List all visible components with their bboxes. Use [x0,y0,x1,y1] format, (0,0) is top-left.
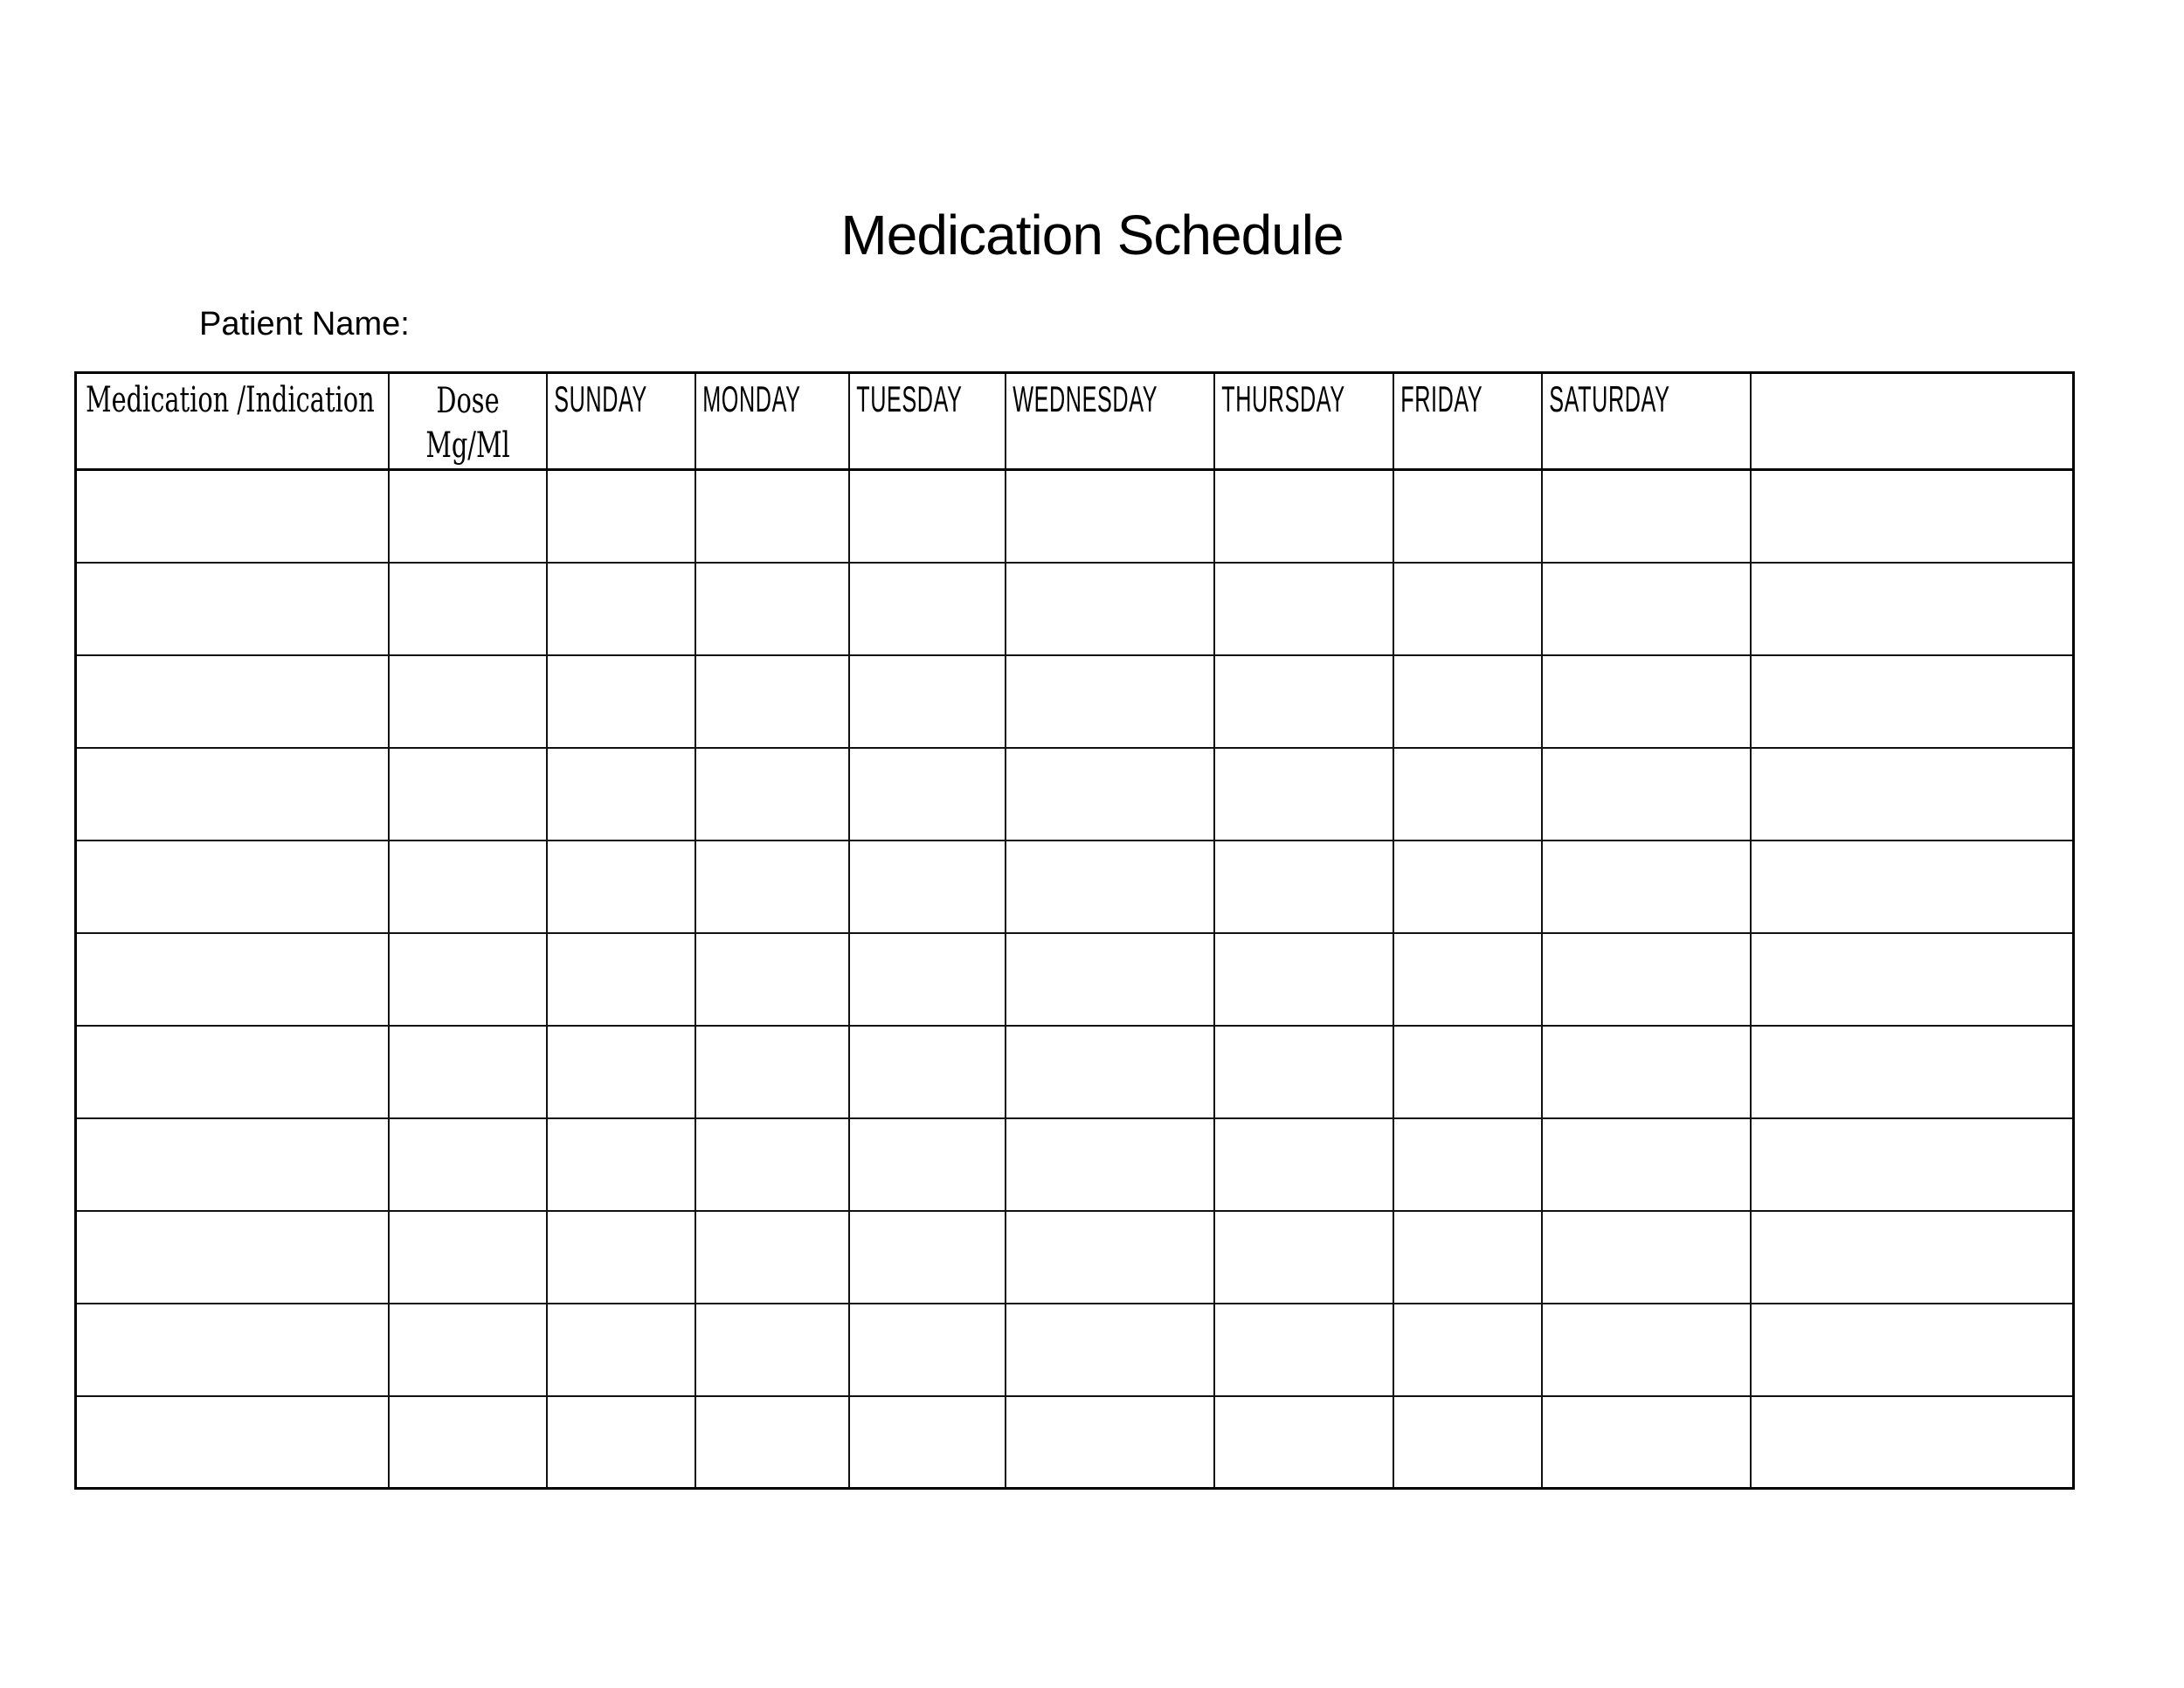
medication-indication-label: Medication /Indication [86,380,375,420]
schedule-cell [76,470,389,563]
schedule-cell [1542,1118,1751,1211]
schedule-cell [1542,841,1751,933]
schedule-row [76,470,2074,563]
schedule-cell [76,655,389,748]
schedule-cell [76,748,389,841]
schedule-cell [389,1211,547,1304]
schedule-cell [389,563,547,655]
schedule-cell [1006,1118,1214,1211]
schedule-row [76,563,2074,655]
schedule-row [76,1304,2074,1396]
schedule-cell [849,563,1006,655]
schedule-cell [1214,933,1393,1026]
schedule-cell [389,470,547,563]
header-day-monday [695,373,849,470]
schedule-cell [1751,1211,2074,1304]
header-medication-indication [76,373,389,470]
schedule-cell [849,933,1006,1026]
schedule-cell [1542,470,1751,563]
schedule-cell [547,470,695,563]
schedule-cell [1006,933,1214,1026]
thursday-label: THURSDAY [1220,378,1345,419]
schedule-cell [1006,563,1214,655]
schedule-cell [1393,933,1542,1026]
schedule-cell [849,1211,1006,1304]
schedule-cell [1006,470,1214,563]
schedule-cell [1214,470,1393,563]
schedule-row [76,933,2074,1026]
schedule-cell [547,1396,695,1489]
schedule-cell [1542,748,1751,841]
schedule-cell [547,1026,695,1118]
schedule-cell [695,1026,849,1118]
schedule-cell [1006,748,1214,841]
schedule-cell [695,1396,849,1489]
schedule-cell [1214,1211,1393,1304]
header-day-wednesday [1006,373,1214,470]
schedule-cell [849,1026,1006,1118]
schedule-cell [1214,563,1393,655]
schedule-cell [1751,1118,2074,1211]
header-day-sunday [547,373,695,470]
schedule-cell [1393,470,1542,563]
header-day-thursday [1214,373,1393,470]
sunday-label: SUNDAY [553,378,647,419]
header-empty-cell [1751,373,2074,470]
schedule-cell [1751,841,2074,933]
schedule-cell [695,841,849,933]
schedule-cell [849,655,1006,748]
schedule-cell [695,563,849,655]
schedule-cell [1006,1026,1214,1118]
schedule-cell [76,1396,389,1489]
schedule-cell [1751,933,2074,1026]
monday-label: MONDAY [702,378,801,419]
schedule-cell [389,1304,547,1396]
schedule-cell [695,933,849,1026]
schedule-cell [1393,655,1542,748]
header-day-tuesday [849,373,1006,470]
wednesday-label: WEDNESDAY [1012,378,1158,419]
schedule-cell [1393,1211,1542,1304]
tuesday-label: TUESDAY [855,378,963,419]
schedule-cell [1751,748,2074,841]
schedule-cell [1542,1211,1751,1304]
schedule-cell [389,1026,547,1118]
schedule-cell [849,1304,1006,1396]
schedule-cell [76,563,389,655]
schedule-cell [76,1026,389,1118]
header-day-friday [1393,373,1542,470]
schedule-cell [849,748,1006,841]
schedule-cell [1542,1026,1751,1118]
schedule-cell [1542,1396,1751,1489]
schedule-cell [389,1396,547,1489]
schedule-cell [389,841,547,933]
page-title: Medication Schedule [840,204,1344,266]
schedule-cell [1393,841,1542,933]
schedule-cell [1393,1118,1542,1211]
schedule-cell [1751,1026,2074,1118]
schedule-cell [1006,1304,1214,1396]
schedule-cell [1751,1304,2074,1396]
schedule-cell [389,933,547,1026]
schedule-cell [849,1396,1006,1489]
header-dose [389,373,547,470]
schedule-cell [1393,748,1542,841]
schedule-row [76,655,2074,748]
schedule-cell [547,1118,695,1211]
medication-schedule-table [74,371,2075,1490]
schedule-row [76,841,2074,933]
schedule-cell [1751,563,2074,655]
friday-label: FRIDAY [1400,378,1482,419]
schedule-cell [1006,1211,1214,1304]
schedule-cell [547,841,695,933]
schedule-cell [1751,655,2074,748]
schedule-cell [1393,1396,1542,1489]
header-day-saturday [1542,373,1751,470]
dose-label-line1: Dose [435,381,500,421]
patient-name-label: Patient Name: [199,306,410,342]
schedule-cell [849,470,1006,563]
dose-label-line2: Mg/Ml [425,425,510,467]
schedule-cell [1214,1026,1393,1118]
schedule-cell [1214,1396,1393,1489]
schedule-cell [1006,841,1214,933]
schedule-cell [1214,1118,1393,1211]
schedule-row [76,1396,2074,1489]
schedule-cell [1542,933,1751,1026]
schedule-cell [1393,1304,1542,1396]
schedule-cell [1751,470,2074,563]
saturday-label: SATURDAY [1548,378,1669,419]
schedule-cell [1393,563,1542,655]
schedule-cell [695,1118,849,1211]
schedule-cell [547,563,695,655]
schedule-cell [1006,655,1214,748]
schedule-cell [1214,841,1393,933]
schedule-body [76,470,2074,1489]
schedule-cell [389,1118,547,1211]
schedule-cell [389,655,547,748]
schedule-row [76,1026,2074,1118]
schedule-cell [695,655,849,748]
schedule-cell [76,1118,389,1211]
schedule-cell [76,933,389,1026]
schedule-cell [695,470,849,563]
schedule-cell [76,1304,389,1396]
schedule-cell [849,841,1006,933]
schedule-row [76,1118,2074,1211]
schedule-cell [76,841,389,933]
schedule-cell [1542,655,1751,748]
schedule-cell [76,1211,389,1304]
schedule-cell [1214,655,1393,748]
schedule-cell [1006,1396,1214,1489]
schedule-cell [547,933,695,1026]
schedule-row [76,748,2074,841]
schedule-cell [1214,1304,1393,1396]
schedule-cell [389,748,547,841]
schedule-cell [1542,1304,1751,1396]
schedule-row [76,1211,2074,1304]
schedule-cell [1542,563,1751,655]
schedule-cell [547,1304,695,1396]
schedule-cell [695,1211,849,1304]
schedule-cell [1214,748,1393,841]
schedule-cell [849,1118,1006,1211]
header-row [76,373,2074,470]
schedule-cell [695,748,849,841]
schedule-cell [547,1211,695,1304]
schedule-cell [695,1304,849,1396]
schedule-cell [547,748,695,841]
schedule-cell [1393,1026,1542,1118]
schedule-cell [547,655,695,748]
schedule-cell [1751,1396,2074,1489]
